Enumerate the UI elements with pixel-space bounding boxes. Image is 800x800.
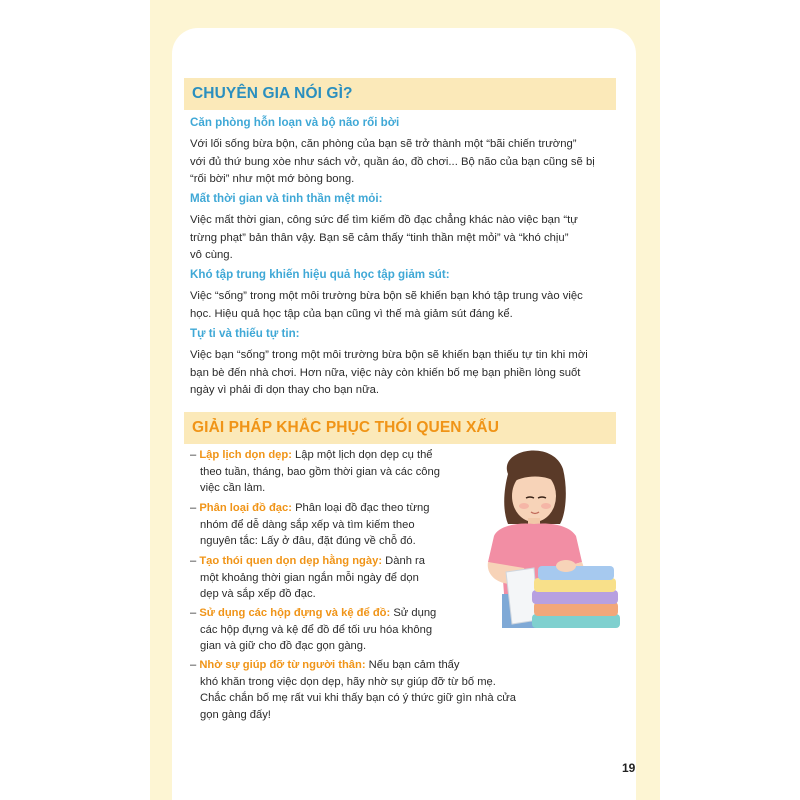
list-item-text: Sử dụng: [390, 607, 437, 619]
list-item-schedule: – Lập lịch dọn dẹp: Lập một lịch dọn dẹp cụ thể theo tuần, tháng, bao gồm thời gian và các công việc cần làm.: [190, 447, 440, 497]
paragraph-confidence: [190, 347, 624, 400]
text-line: học. Hiệu quả học tập của bạn cũng vì thế mà giảm sút đáng kể.: [190, 307, 513, 320]
subheading-focus: Khó tập trung khiến hiệu quả học tập giảm sút:: [190, 268, 450, 281]
list-item-text: Lập một lịch dọn dẹp cụ thể: [291, 449, 433, 461]
section-heading-text: CHUYÊN GIA NÓI GÌ?: [192, 85, 353, 102]
girl-folding-clothes-illustration: [468, 444, 626, 630]
text-line: bạn bè đến nhà chơi. Hơn nữa, việc này còn khiến bố mẹ bạn phiền lòng suốt: [190, 366, 581, 379]
text-line: vô cùng.: [190, 249, 233, 261]
text-line: Việc bạn “sống” trong một môi trường bừa bộn sẽ khiến bạn thiếu tự tin khi mời: [190, 349, 588, 361]
text-line: dẹp và sắp xếp đồ đạc.: [200, 588, 316, 600]
list-item-lead: Tạo thói quen dọn dẹp hằng ngày:: [199, 555, 383, 567]
list-item-text: Nếu bạn cảm thấy: [365, 659, 460, 671]
text-line: với đủ thứ bung xòe như sách vở, quần áo, đồ chơi... Bộ não của bạn cũng sẽ bị: [190, 155, 595, 168]
text-line: nguyên tắc: Lấy ở đâu, đặt đúng về chỗ đó.: [200, 535, 416, 547]
list-item-lead: Sử dụng các hộp đựng và kệ để đồ:: [199, 607, 391, 619]
paragraph-focus: [190, 288, 624, 323]
list-item-lead: Phân loại đồ đạc:: [199, 502, 292, 514]
paragraph-chaotic-room: [190, 136, 624, 189]
text-line: ngày vì phải đi dọn thay cho bạn nữa.: [190, 384, 380, 396]
list-item-text: Phân loại đồ đạc theo từng: [291, 502, 430, 514]
text-line: gọn gàng đấy!: [200, 708, 271, 721]
text-line: việc cần làm.: [200, 482, 266, 494]
text-line: “rối bời” như một mớ bòng bong.: [190, 173, 355, 185]
text-line: khó khăn trong việc dọn dẹp, hãy nhờ sự giúp đỡ từ bố mẹ.: [200, 675, 496, 688]
text-line: các hộp đựng và kệ để đồ để tối ưu hóa không: [200, 623, 433, 636]
subheading-time-fatigue: Mất thời gian và tinh thần mệt mỏi:: [190, 192, 383, 205]
list-item-text: Dành ra: [382, 555, 425, 567]
section-heading-text: GIẢI PHÁP KHẮC PHỤC THÓI QUEN XẤU: [192, 419, 500, 436]
list-item-family-help: – Nhờ sự giúp đỡ từ người thân: Nếu bạn cảm thấy khó khăn trong việc dọn dẹp, hãy nhờ sự giúp đỡ từ bố mẹ. Chắc chắn bố mẹ rất vui khi thấy bạn có ý thức giữ gìn nhà cửa gọn gàng đấy!: [190, 657, 516, 723]
text-line: trừng phạt” bản thân vậy. Bạn sẽ cảm thấy “tinh thần mệt mỏi” và “khó chịu”: [190, 231, 569, 244]
text-line: một khoảng thời gian ngắn mỗi ngày để dọn: [200, 571, 419, 584]
list-item-lead: Nhờ sự giúp đỡ từ người thân:: [199, 659, 366, 671]
section-heading-experts: [184, 78, 616, 110]
text-line: Với lối sống bừa bộn, căn phòng của bạn sẽ trở thành một “bãi chiến trường”: [190, 138, 577, 150]
text-line: nhóm để dễ dàng sắp xếp và tìm kiếm theo: [200, 518, 415, 531]
list-item-sort: – Phân loại đồ đạc: Phân loại đồ đạc theo từng nhóm để dễ dàng sắp xếp và tìm kiếm theo nguyên tắc: Lấy ở đâu, đặt đúng về chỗ đó.: [190, 500, 429, 550]
paragraph-time-fatigue: [190, 212, 624, 265]
list-item-lead: Lập lịch dọn dẹp:: [199, 449, 292, 461]
section-heading-solutions: [184, 412, 616, 444]
page-number: 19: [622, 761, 636, 775]
text-line: Việc mất thời gian, công sức để tìm kiếm đồ đạc chẳng khác nào việc bạn “tự: [190, 214, 578, 226]
subheading-chaotic-room: Căn phòng hỗn loạn và bộ não rối bời: [190, 116, 400, 129]
text-line: theo tuần, tháng, bao gồm thời gian và các công: [200, 465, 440, 478]
list-item-storage: – Sử dụng các hộp đựng và kệ để đồ: Sử dụng các hộp đựng và kệ để đồ để tối ưu hóa không gian và giữ cho đồ đạc gọn gàng.: [190, 605, 436, 655]
text-line: Việc “sống” trong một môi trường bừa bộn sẽ khiến bạn khó tập trung vào việc: [190, 290, 583, 302]
text-line: Chắc chắn bố mẹ rất vui khi thấy bạn có ý thức giữ gìn nhà cửa: [200, 692, 516, 704]
text-line: gian và giữ cho đồ đạc gọn gàng.: [200, 640, 367, 652]
subheading-confidence: Tự ti và thiếu tự tin:: [190, 327, 300, 340]
list-item-habit: – Tạo thói quen dọn dẹp hằng ngày: Dành ra một khoảng thời gian ngắn mỗi ngày để dọn dẹp và sắp xếp đồ đạc.: [190, 553, 425, 603]
